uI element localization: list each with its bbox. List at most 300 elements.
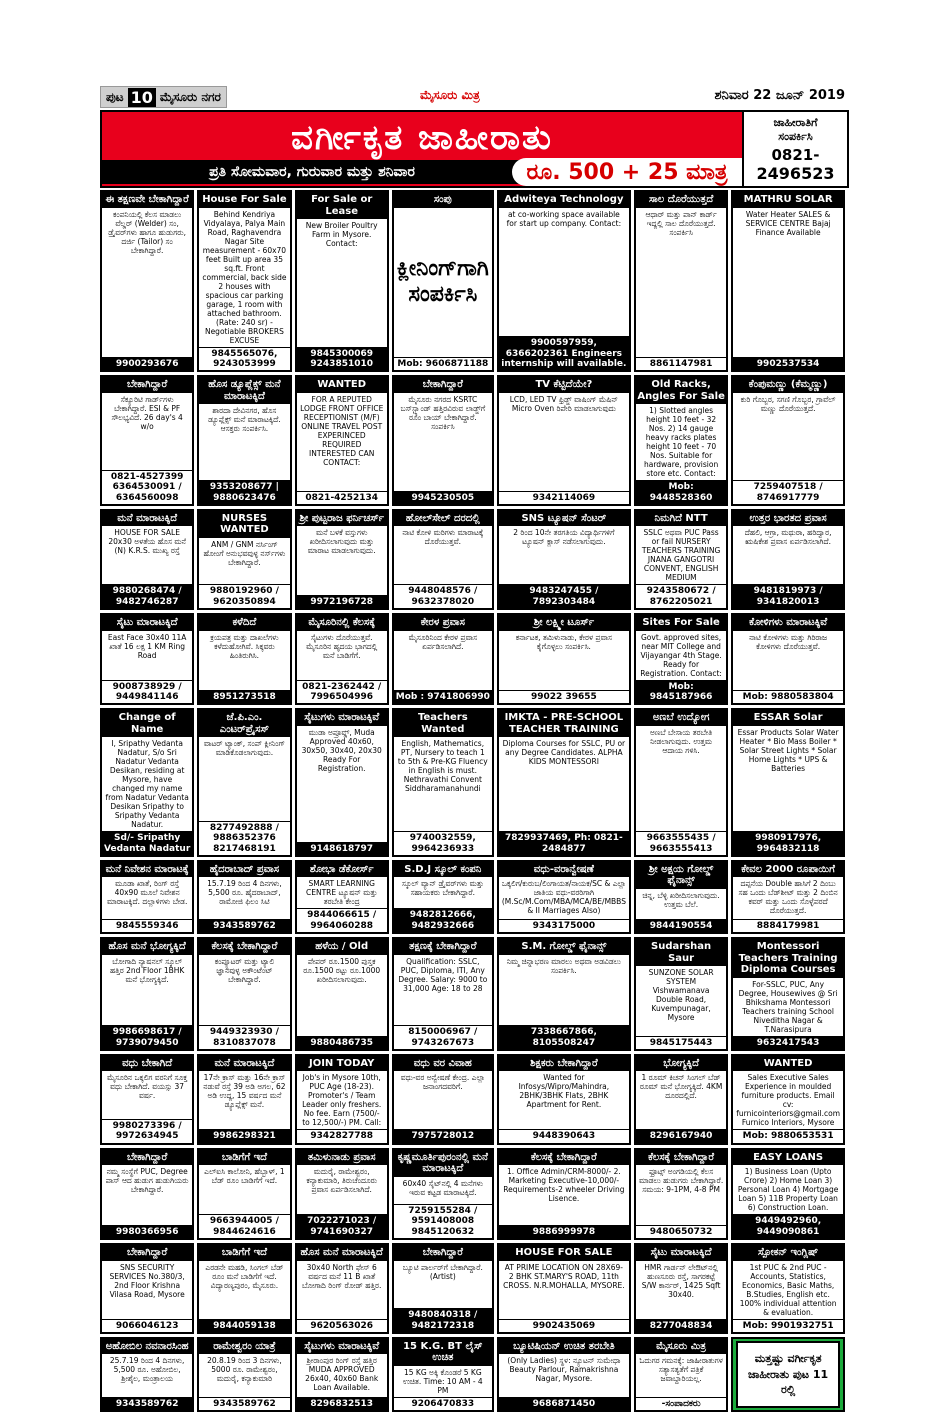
ad-body: 17ನೇ ಕ್ರಾಸ್ ಮತ್ತು 16ನೇ ಕ್ರಾಸ್ ನಡುವೆ ರಸ್ತೆ 39 ಅಡಿ ಅಗಲ, 62 ಅಡಿ ಉದ್ದ, 15 ವರ್ಷದ ಮನೆ ಡ್ಯೂಪ್ಲೆಕ್ಸ್ ಮನೆ. bbox=[203, 1073, 286, 1110]
contact-phone: 2496523 bbox=[756, 164, 835, 183]
ad-phone: 7338667866, 8105508247 bbox=[499, 1025, 629, 1049]
ad-heading: ಶ್ರೀ ಅಕ್ಷಯ ಗೋಲ್ಡ್ ಫೈನಾನ್ಸ್ bbox=[636, 862, 726, 889]
ad-phone: Mob: 9880583804 bbox=[733, 690, 843, 703]
classified-ad bbox=[100, 1243, 194, 1334]
ad-heading: ವಧು ವರ ವಿವಾಹ bbox=[394, 1056, 492, 1072]
ad-heading: ಉತ್ತರ ಭಾರತದ ಪ್ರವಾಸ bbox=[733, 511, 843, 527]
classified-ad bbox=[295, 613, 389, 705]
classified-ad bbox=[634, 375, 728, 506]
ad-heading: ಕಳೆದಿದೆ bbox=[199, 615, 289, 631]
classified-ad bbox=[634, 613, 728, 705]
ad-phone: 8296832513 bbox=[297, 1397, 387, 1410]
ad-phone: 9066046123 bbox=[102, 1319, 192, 1332]
ad-heading: ಮನೆ ನಿವೇಶನ ಮಾರಾಟಕ್ಕೆ bbox=[102, 862, 192, 878]
ad-phone: 9972196728 bbox=[297, 595, 387, 608]
ad-heading: ಕೃಷ್ಣಮೂರ್ತಿಪುರಂನಲ್ಲಿ ಮನೆ ಮಾರಾಟಕ್ಕಿದೆ bbox=[394, 1150, 492, 1177]
ad-heading: Sites For Sale bbox=[636, 615, 726, 631]
contact-line-1: ಜಾಹೀರಾತಿಗೆ bbox=[773, 116, 818, 129]
classified-ad bbox=[634, 1243, 728, 1334]
contact-line-3: 0821- bbox=[771, 146, 820, 164]
ad-phone: 9845565076, 9243053999 bbox=[199, 347, 289, 371]
ad-body: 1. Office Admin/CRM-8000/- 2. Marketing Executive-10,000/- Requirements-2 wheeler Driving Lisence. bbox=[503, 1167, 625, 1204]
classified-ad bbox=[100, 860, 194, 934]
ad-heading: ಬೇಕಾಗಿದ್ದಾರೆ bbox=[394, 1245, 492, 1261]
ad-phone: 9663555435 / 9663555413 bbox=[636, 831, 726, 855]
ad-heading: ಬೇಕಾಗಿದ್ದಾರೆ bbox=[394, 377, 492, 393]
ad-phone: 7829937469, Ph: 0821-2484877 bbox=[499, 831, 629, 855]
ad-heading: SNS ಟ್ಯೂಷನ್ ಸೆಂಟರ್ bbox=[499, 511, 629, 527]
ad-phone: Mob: 9448528360 bbox=[636, 480, 726, 504]
ad-phone: 7022271023 / 9741690327 bbox=[297, 1214, 387, 1238]
ad-body: FOR A REPUTED LODGE FRONT OFFICE RECEPTIONIST (M/F) ONLINE TRAVEL POST EXPERINCED REQUIRED INTERESTED CAN CONTACT: bbox=[300, 394, 384, 467]
ad-phone: 99022 39655 bbox=[499, 690, 629, 703]
classified-ad bbox=[497, 1337, 631, 1412]
classified-ad bbox=[392, 375, 494, 506]
classified-ad bbox=[497, 190, 631, 372]
ad-phone: 9880268474 / 9482746287 bbox=[102, 584, 192, 608]
ad-phone: 8296167940 bbox=[636, 1129, 726, 1142]
ad-heading: ಸಂಪು bbox=[394, 192, 492, 208]
classified-ad bbox=[731, 708, 845, 857]
ad-heading: ಹೊಸ ಡ್ಯೂಪ್ಲೆಕ್ಸ್ ಮನೆ ಮಾರಾಟಕ್ಕಿದೆ bbox=[199, 377, 289, 404]
ad-body: ಮೈಸೂರು ನಗರದ KSRTC ಬಸ್‌ಸ್ಟ್ಯಾಂಡ್ ಹತ್ತಿರವಿರುವ ಲಾಡ್ಜ್‌ಗೆ ರೂಂ ಬಾಯ್ ಬೇಕಾಗಿದ್ದಾರೆ. ಸಂಪರ್ಕಿಸಿ bbox=[400, 394, 486, 431]
ad-phone: 9945230505 bbox=[394, 491, 492, 504]
classified-ad bbox=[731, 375, 845, 506]
ad-phone: 9448390643 bbox=[499, 1129, 629, 1142]
ad-heading: NURSES WANTED bbox=[199, 511, 289, 538]
ad-heading: ಶ್ರೀ ಪುಟ್ಟರಾಜ ಫರ್ನಿಚರ್ಸ್ bbox=[297, 511, 387, 527]
ad-body: 20.8.19 ರಿಂದ 3 ದಿನಗಳು, 5000 ರೂ. ರಾಮೇಶ್ವರಂ, ಮದುರೈ, ಕನ್ಯಾಕುಮಾರಿ bbox=[207, 1356, 282, 1384]
ad-body: ಚಿನ್ನ, ಬೆಳ್ಳಿ ಖರೀದಿಸಲಾಗುವುದು. ಉತ್ತಮ ಬೆಲೆ. bbox=[642, 890, 720, 909]
ad-heading: ಮೈಸೂರಿನಲ್ಲಿ ಕೆಲಸಕ್ಕೆ bbox=[297, 615, 387, 631]
ad-body bbox=[733, 1339, 843, 1410]
classified-ad bbox=[197, 937, 291, 1051]
ad-heading: EASY LOANS bbox=[733, 1150, 843, 1166]
ad-heading: ವಧು ಬೇಕಾಗಿದೆ bbox=[102, 1056, 192, 1072]
banner-price: ರೂ. 500 + 25 ಮಾತ್ರ bbox=[512, 158, 742, 186]
ad-body: ANM / GNM ನರ್ಸಿಂಗ್ ಹೋಂಗೆ ಅನುಭವವುಳ್ಳ ನರ್ಸ್‌ಗಳು ಬೇಕಾಗಿದ್ದಾರೆ. bbox=[203, 539, 286, 567]
ad-body: ಮೈಸೂರಿನ ಒಕ್ಕಲಿಗ ವರನಿಗೆ ಸೂಕ್ತ ವಧು ಬೇಕಾಗಿದೆ. ವಯಸ್ಸು 37 ವರ್ಷ. bbox=[106, 1073, 188, 1101]
ad-body: 1) Business Loan (Upto Crore) 2) Home Loan 3) Personal Loan 4) Mortgage Loan 5) 11B Property Loan 6) Construction Loan. bbox=[737, 1167, 839, 1213]
ad-body: Wanted for Infosys/Wipro/Mahindra, 2BHK/3BHK Flats, 2BHK Apartment for Rent. bbox=[518, 1073, 610, 1110]
ad-body: I, Sripathy Vedanta Nadatur, S/o Sri Nadatur Vedanta Desikan, residing at Mysore, have changed my name from Nadatur Vedanta Desikan Sripathy to Sripathy Vedanta Nadatur. bbox=[105, 739, 189, 830]
ad-body: ಶಾರದಾ ದೇವಿನಗರ, ಹೊಸ ಡ್ಯೂಪ್ಲೆಕ್ಸ್ ಮನೆ ಮಾರಾಟಕ್ಕಿದೆ. ಆಸಕ್ತರು ಸಂಪರ್ಕಿಸಿ. bbox=[208, 406, 281, 434]
ad-phone: 9206470833 bbox=[394, 1397, 492, 1410]
ad-body: ಬ್ಯೂಟಿ ಪಾರ್ಲರ್‌ಗೆ ಬೇಕಾಗಿದ್ದಾರೆ. (Artist) bbox=[402, 1262, 483, 1281]
classified-ad bbox=[392, 509, 494, 610]
classified-ad bbox=[197, 1337, 291, 1412]
classified-ad bbox=[731, 190, 845, 372]
ad-body: ಸ್ಕೂಲ್ ವ್ಯಾನ್ ಡ್ರೈವರ್‌ಗಳು ಮತ್ತು ಸಹಾಯಕರು ಬೇಕಾಗಿದ್ದಾರೆ. bbox=[401, 879, 484, 898]
ad-heading: TV ಕೆಟ್ಟಿದೆಯೇ? bbox=[499, 377, 629, 393]
classified-ad bbox=[197, 190, 291, 372]
classified-ad bbox=[497, 937, 631, 1051]
ad-phone: 8150006967 / 9743267673 bbox=[394, 1025, 492, 1049]
ad-heading: ಭೋಗ್ಯಕ್ಕಿದೆ bbox=[636, 1056, 726, 1072]
ad-phone: 9845175443 bbox=[636, 1036, 726, 1049]
ad-body: ಒಕ್ಕಲಿಗ/ಕುರುಬ/ಲಿಂಗಾಯತ/ನಾಯಕ/SC & ಎಲ್ಲಾ ಜಾತಿಯ ವಧು-ವರರಿಗಾಗಿ (M.Sc/M.Com/MBA/MCA/BE/MBBS & II Marriages Also) bbox=[501, 879, 626, 916]
ad-phone: 9844066615 / 9964060288 bbox=[297, 908, 387, 932]
classified-ad bbox=[100, 190, 194, 372]
classified-ad bbox=[634, 1337, 728, 1412]
ad-heading: MATHRU SOLAR bbox=[733, 192, 843, 208]
classified-ad bbox=[100, 937, 194, 1051]
ad-body: ಮದುರೈ, ರಾಮೇಶ್ವರಂ, ಕನ್ಯಾಕುಮಾರಿ, ತಿರುಚೆಂದೂರು ಪ್ರವಾಸ ಏರ್ಪಡಿಸಲಾಗಿದೆ. bbox=[306, 1167, 377, 1195]
ad-heading: ಹೊಸ ಮನೆ ಭೋಗ್ಯಕ್ಕಿದೆ bbox=[102, 939, 192, 955]
classified-ad bbox=[295, 190, 389, 372]
ad-heading: ಈ ತಕ್ಷಣವೇ ಬೇಕಾಗಿದ್ದಾರೆ bbox=[102, 192, 192, 208]
ad-phone: Mob : 9741806990 bbox=[395, 691, 490, 702]
page-header bbox=[100, 86, 845, 108]
ad-body: Diploma Courses for SSLC, PU or any Degree Candidates. ALPHA KIDS MONTESSORI bbox=[502, 739, 626, 767]
ad-body: Qualification: SSLC, PUC, Diploma, ITI, Any Degree. Salary: 9000 to 31,000 Age: 18 to 28 bbox=[398, 956, 488, 993]
ad-heading: ಸೈಟು ಮಾರಾಟಕ್ಕಿದೆ bbox=[636, 1245, 726, 1261]
ad-phone: 9900293676 bbox=[102, 357, 192, 370]
ad-phone: 9343175000 bbox=[499, 919, 629, 932]
classified-ad bbox=[731, 1337, 845, 1412]
classified-ad bbox=[295, 708, 389, 857]
ad-heading: ವಧು-ವರಾನ್ವೇಷಣೆ bbox=[499, 862, 629, 878]
ad-phone: 9483247455 / 7892303484 bbox=[499, 584, 629, 608]
ad-body: For-SSLC, PUC, Any Degree, Housewives @ Sri Bhikshama Montessori Teachers training School Niveditha Nagar & T.Narasipura bbox=[738, 979, 838, 1034]
classified-ad bbox=[100, 1148, 194, 1240]
ad-body: ಅಣಬೆ ಬೇಸಾಯ ತರಬೇತಿ ನೀಡಲಾಗುವುದು. ಉತ್ತಮ ಆದಾಯ ಗಳಿಸಿ. bbox=[649, 727, 713, 755]
ad-phone: 0821-4252134 bbox=[297, 491, 387, 504]
classified-ad bbox=[295, 1148, 389, 1240]
ad-body: ಕಂಪ್ಯೂಟರ್ ಮತ್ತು ಟ್ಯಾಲಿ ಜ್ಞಾನವುಳ್ಳ ಅಕೌಂಟೆಂಟ್ ಬೇಕಾಗಿದ್ದಾರೆ. bbox=[214, 956, 275, 984]
ad-heading: WANTED bbox=[297, 377, 387, 393]
classified-ad bbox=[295, 1243, 389, 1334]
ad-phone: 9900597959, 6366202361 Engineers internship will available. bbox=[499, 336, 629, 370]
ad-heading: Montessori Teachers Training Diploma Courses bbox=[733, 939, 843, 978]
ad-heading: HOUSE FOR SALE bbox=[499, 1245, 629, 1261]
ad-body: (Only Ladies) ಸ್ಥಳ: ನ್ಯೂಟನ್ ಸುಮೇಧಾ Beauty Parlour, Ramakrishna Nagar, Mysore. bbox=[507, 1356, 621, 1384]
ad-phone: 9343589762 bbox=[199, 919, 289, 932]
ad-heading: For Sale or Lease bbox=[297, 192, 387, 219]
ad-body: 1 ರೂಮ್ ಕಿಚನ್ ಸಿಂಗಲ್ ಬೆಡ್ ರೂಮ್ ಮನೆ ಭೋಗ್ಯಕ್ಕಿದೆ. 4KM ದೂರದಲ್ಲಿದೆ. bbox=[639, 1073, 723, 1101]
ad-heading: ಸಾಲ ದೊರೆಯುತ್ತದೆ bbox=[636, 192, 726, 208]
ad-heading: ಅಹೋಬಿಲ ನವನಾರಸಿಂಹ bbox=[102, 1339, 192, 1355]
ad-phone: 9980917976, 9964832118 bbox=[733, 831, 843, 855]
ad-body: ನಾಟಿ ಕೋಳಿ ಮರಿಗಳು ಮಾರಾಟಕ್ಕೆ ದೊರೆಯುತ್ತವೆ. bbox=[402, 528, 484, 547]
newspaper-brand: ಮೈಸೂರು ಮಿತ್ರ bbox=[420, 88, 480, 102]
classified-ad bbox=[634, 937, 728, 1051]
classified-ad bbox=[295, 860, 389, 934]
ad-phone: 9480840318 / 9482172318 bbox=[394, 1308, 492, 1332]
banner-title: ವರ್ಗೀಕೃತ ಜಾಹೀರಾತು bbox=[291, 118, 553, 158]
ad-phone: Sd/- Sripathy Vedanta Nadatur bbox=[104, 833, 191, 854]
classified-ad bbox=[731, 1148, 845, 1240]
issue-date: ಶನಿವಾರ 22 ಜೂನ್ 2019 bbox=[714, 88, 845, 103]
ad-phone: 9632417543 bbox=[733, 1036, 843, 1049]
ad-phone: 9686871450 bbox=[499, 1397, 629, 1410]
ad-phone: Mob: 9845187966 bbox=[636, 680, 726, 704]
ad-phone: 9448048576 / 9632378020 bbox=[394, 584, 492, 608]
ad-phone: 9980273396 / 9972634945 bbox=[102, 1119, 192, 1143]
ad-phone: 9482812666, 9482932666 bbox=[394, 908, 492, 932]
classified-ad bbox=[731, 613, 845, 705]
ad-body: ಸೈಟುಗಳು ದೊರೆಯುತ್ತವೆ. ಮೈಸೂರಿನ ಹೃದಯ ಭಾಗದಲ್ಲಿ ಮನೆ ಬಾಡಿಗೆಗೆ. bbox=[306, 632, 378, 660]
classified-ad bbox=[731, 509, 845, 610]
classified-ad bbox=[295, 937, 389, 1051]
page-label: ಪುಟ bbox=[106, 89, 124, 104]
ad-body: SSLC ಅಥವಾ PUC Pass or fail NURSERY TEACHERS TRAINING JNANA GANGOTRI CONVENT, ENGLISH MEDIUM bbox=[641, 528, 721, 583]
classified-ad bbox=[392, 1148, 494, 1240]
ad-body: ನಿಮ್ಮ ಚಿನ್ನಾಭರಣ ಮಾರಲು ಅಥವಾ ಅಡವಿಡಲು ಸಂಪರ್ಕಿಸಿ. bbox=[506, 956, 621, 975]
ad-body: East Face 30x40 11A ಖಾತೆ 16 ಲಕ್ಷ 1 KM Ring Road bbox=[107, 632, 187, 660]
ad-phone: 8277048834 bbox=[636, 1319, 726, 1332]
ad-body: ನಮ್ಮ ಸಂಸ್ಥೆಗೆ PUC, Degree ಪಾಸ್ ಆದ ಹುಡುಗ ಹುಡುಗಿಯರು ಬೇಕಾಗಿದ್ದಾರೆ. bbox=[105, 1167, 189, 1195]
ad-heading: ಸೈಟುಗಳು ಮಾರಾಟಕ್ಕಿವೆ bbox=[297, 710, 387, 726]
ad-heading: ತಕ್ಷಣಕ್ಕೆ ಬೇಕಾಗಿದ್ದಾರೆ bbox=[394, 939, 492, 955]
ad-body: ಕ್ರಯಪತ್ರ ಮತ್ತು ದಾಖಲೆಗಳು ಕಳೆದುಹೋಗಿವೆ. ಸಿಕ್ಕವರು ಹಿಂತಿರುಗಿಸಿ. bbox=[210, 632, 279, 660]
ad-phone: 9343589762 bbox=[199, 1397, 289, 1410]
classified-ad bbox=[392, 1243, 494, 1334]
ad-phone: 9353208677 | 9880623476 bbox=[199, 480, 289, 504]
ad-heading: ಸೈಟುಗಳು ಮಾರಾಟಕ್ಕಿವೆ bbox=[297, 1339, 387, 1355]
classified-ad bbox=[392, 190, 494, 372]
classified-ad bbox=[197, 1054, 291, 1145]
ad-body: 2 ರಿಂದ 10ನೇ ತರಗತಿಯ ವಿದ್ಯಾರ್ಥಿಗಳಿಗೆ ಟ್ಯೂಷನ್ ಕ್ಲಾಸ್ ನಡೆಸಲಾಗುವುದು. bbox=[513, 528, 615, 547]
ad-phone: Mob: 9880653531 bbox=[733, 1129, 843, 1142]
ad-body: AT PRIME LOCATION ON 28X69- 2 BHK ST.MARY'S ROAD, 11th CROSS. N.R.MOHALLA, MYSORE. bbox=[503, 1262, 625, 1290]
ad-body: Job's in Mysore 10th, PUC Age (18-23). Promoter's / Team Leader only freshers. No fee. Earn (7500/- to 12,500/-) PM. Call: bbox=[302, 1073, 382, 1128]
ad-body: ಮನೆ ಬಳಕೆ ವಸ್ತುಗಳು ಖರೀದಿಸಲಾಗುವುದು ಮತ್ತು ಮಾರಾಟ ಮಾಡಲಾಗುವುದು. bbox=[307, 528, 376, 556]
ad-phone: 9663944005 / 9844624616 bbox=[199, 1214, 289, 1238]
ad-phone: 9902537534 bbox=[733, 357, 843, 370]
classified-ad bbox=[197, 509, 291, 610]
ad-heading: S.D.J ಸ್ಕೂಲ್ ಕಂಪನಿ bbox=[394, 862, 492, 878]
ad-phone: 9008738929 / 9449841146 bbox=[102, 680, 192, 704]
ad-heading: ರಾಮೇಶ್ವರಂ ಯಾತ್ರೆ bbox=[199, 1339, 289, 1355]
ad-heading: ಹೊಸ ಮನೆ ಮಾರಾಟಕ್ಕಿದೆ bbox=[297, 1245, 387, 1261]
ad-heading: ಮನೆ ಮಾರಾಟಕ್ಕಿದೆ bbox=[199, 1056, 289, 1072]
ad-heading: ಕೆಲಸಕ್ಕೆ ಬೇಕಾಗಿದ್ದಾರೆ bbox=[499, 1150, 629, 1166]
ad-heading: ಮನೆ ಮಾರಾಟಕ್ಕಿದೆ bbox=[102, 511, 192, 527]
classified-ad bbox=[634, 1148, 728, 1240]
ad-body: ವಧು-ವರ ಅನ್ವೇಷಣೆ ಕೇಂದ್ರ. ಎಲ್ಲಾ ಜನಾಂಗದವರಿಗೆ. bbox=[400, 1073, 485, 1092]
ad-heading: ESSAR Solar bbox=[733, 710, 843, 726]
ad-heading: ಬೇಕಾಗಿದ್ದಾರೆ bbox=[102, 377, 192, 393]
classified-ad bbox=[197, 860, 291, 934]
classified-ad bbox=[731, 937, 845, 1051]
ad-body: SNS SECURITY SERVICES No.380/3, 2nd Floor Krishna Vilasa Road, Mysore bbox=[109, 1262, 185, 1299]
ad-heading: ಕೇರಳ ಪ್ರವಾಸ bbox=[394, 615, 492, 631]
ad-body: English, Mathematics, PT, Nursery to teach 1 to 5th & Pre-KG Fluency in English is must. Nethravathi Convent Siddharamanahundi bbox=[397, 739, 488, 794]
ad-heading: ಬೇಕಾಗಿದ್ದಾರೆ bbox=[102, 1150, 192, 1166]
ad-body: LCD, LED TV ಫ್ರಿಡ್ಜ್ ವಾಷಿಂಗ್ ಮೆಷಿನ್ Micro Oven ರಿಪೇರಿ ಮಾಡಲಾಗುವುದು bbox=[509, 394, 619, 413]
ad-heading: ಬ್ಯೂಟಿಷಿಯನ್ ಉಚಿತ ತರಬೇತಿ bbox=[499, 1339, 629, 1355]
ad-phone: 9844190554 bbox=[636, 919, 726, 932]
ad-heading: ಕೆಂಪುಮಣ್ಣು (ಕೆಮ್ಮಣ್ಣು) bbox=[733, 377, 843, 393]
ad-heading: ಹಳೆಯ / Old bbox=[297, 939, 387, 955]
ad-heading: ಸೈಟು ಮಾರಾಟಕ್ಕಿದೆ bbox=[102, 615, 192, 631]
classified-ad bbox=[634, 190, 728, 372]
ad-body: ಎರಡನೇ ಮಹಡಿ, ಸಿಂಗಲ್ ಬೆಡ್ ರೂಂ ಮನೆ ಬಾಡಿಗೆಗೆ ಇದೆ. ವಿದ್ಯಾರಣ್ಯಪುರಂ, ಮೈಸೂರು. bbox=[205, 1262, 284, 1290]
ad-heading: Sudarshan Saur bbox=[636, 939, 726, 966]
ad-heading: ಶೋಭಾ ಡೆಕೋರ್ಸ್ bbox=[297, 862, 387, 878]
classified-ad bbox=[731, 1054, 845, 1145]
ad-phone: 9343589762 bbox=[102, 1397, 192, 1410]
ad-body: ಕುರಿ ಗೊಬ್ಬರ, ಸಗಣಿ ಗೊಬ್ಬರ, ಗ್ರಾವೆಲ್ ಮಣ್ಣು ದೊರೆಯುತ್ತದೆ. bbox=[740, 394, 836, 413]
classified-ad bbox=[731, 860, 845, 934]
ad-body: 30x40 North ಫೇಸ್ 6 ವರ್ಷದ ಮನೆ 11 B ಖಾತೆ ಬೋಗಾದಿ ರಿಂಗ್ ರೋಡ್ ಹತ್ತಿರ. bbox=[301, 1262, 382, 1290]
ad-heading: ಹೈದರಾಬಾದ್ ಪ್ರವಾಸ bbox=[199, 862, 289, 878]
ad-body: ಫ್ರೂಟ್ಸ್ ಅಂಗಡಿಯಲ್ಲಿ ಕೆಲಸ ಮಾಡಲು ಹುಡುಗರು ಬೇಕಾಗಿದ್ದಾರೆ. ಸಮಯ: 9-1PM, 4-8 PM bbox=[638, 1167, 724, 1195]
classified-ad bbox=[497, 1243, 631, 1334]
ad-phone: 9620563026 bbox=[297, 1319, 387, 1332]
ad-phone: 9148618797 bbox=[297, 842, 387, 855]
classified-ad bbox=[295, 1054, 389, 1145]
ad-heading: IMKTA - PRE-SCHOOL TEACHER TRAINING bbox=[499, 710, 629, 737]
ad-phone: 9844059138 bbox=[199, 1319, 289, 1332]
ad-heading: ಹೋಲ್‌ಸೇಲ್ ದರದಲ್ಲಿ bbox=[394, 511, 492, 527]
classified-ad bbox=[497, 1148, 631, 1240]
ad-body: 25.7.19 ರಿಂದ 4 ದಿನಗಳು, 5,500 ರೂ. ಅಹೋಬಿಲ, ಶ್ರೀಶೈಲ, ಮಂತ್ರಾಲಯ bbox=[109, 1356, 185, 1384]
classified-ad bbox=[497, 613, 631, 705]
ad-body: SUNZONE SOLAR SYSTEM Vishwamanava Double Road, Kuvempunagar, Mysore bbox=[648, 968, 714, 1023]
ad-body: ಸೆಕ್ಯೂರಿಟಿ ಗಾರ್ಡ್‌ಗಳು ಬೇಕಾಗಿದ್ದಾರೆ. ESI & PF ಸೌಲಭ್ಯವಿದೆ. 26 day's 4 w/o bbox=[111, 394, 183, 431]
ad-heading: ಜೆ.ಪಿ.ಎಂ. ಎಂಟರ್‌ಪ್ರೈಸಸ್ bbox=[199, 710, 289, 737]
ad-heading: Old Racks, Angles For Sale bbox=[636, 377, 726, 404]
classified-ad bbox=[295, 1337, 389, 1412]
ad-body: ಆಧಾರ್ ಮತ್ತು ಪಾನ್ ಕಾರ್ಡ್ ಇದ್ದಲ್ಲಿ ಸಾಲ ದೊರೆಯುತ್ತದೆ. ಸಂಪರ್ಕಿಸಿ bbox=[645, 209, 717, 237]
contact-line-2: ಸಂಪರ್ಕಿಸಿ bbox=[778, 130, 813, 143]
ad-phone: 9845300069 9243851010 bbox=[297, 347, 387, 371]
ad-phone: 0821-2362442 / 7996504996 bbox=[297, 680, 387, 704]
ad-heading: ನಿಮಗಿದೆ NTT bbox=[636, 511, 726, 527]
section-name: ಮೈಸೂರು ನಗರ bbox=[159, 89, 221, 104]
ad-heading: S.M. ಗೋಲ್ಡ್ ಫೈನಾನ್ಸ್ bbox=[499, 939, 629, 955]
classified-ad bbox=[634, 509, 728, 610]
banner-days: ಪ್ರತಿ ಸೋಮವಾರ, ಗುರುವಾರ ಮತ್ತು ಶನಿವಾರ bbox=[102, 160, 522, 184]
ad-phone: 8277492888 / 9886352376 8217468191 bbox=[199, 821, 289, 855]
classified-ad bbox=[197, 375, 291, 506]
ad-heading: ಬೇಕಾಗಿದ್ದಾರೆ bbox=[102, 1245, 192, 1261]
ad-body: ಎಲ್‌ಐಸಿ ಕಾಲೋನಿ, ಹೆಬ್ಬಾಳ್, 1 ಬೆಡ್ ರೂಂ ಬಾಡಿಗೆಗೆ ಇದೆ. bbox=[204, 1167, 285, 1186]
ad-phone: 9342114069 bbox=[499, 491, 629, 504]
ad-phone: 9481819973 / 9341820013 bbox=[733, 584, 843, 608]
ad-heading: Teachers Wanted bbox=[394, 710, 492, 737]
ad-body: Sales Executive Sales Experience in moulded furniture products. Email cv: furnicointeriors@gmail.com Furnico Interiors, Mysore bbox=[736, 1073, 841, 1128]
ad-phone: 9449323930 / 8310837078 bbox=[199, 1025, 289, 1049]
classified-ad bbox=[497, 375, 631, 506]
ad-phone: Mob: 9606871188 bbox=[394, 357, 492, 370]
ad-body: ಕಂಪನಿಯಲ್ಲಿ ಕೆಲಸ ಮಾಡಲು ವೆಲ್ಡರ್ (Welder) ಸಂ, ಡ್ರೈವರ್‌ಗಳು ಹಾಗೂ ಹುಡುಗರು, ದರ್ಜಿ (Tailor) ಸಂ ಬೇಕಾಗಿದ್ದಾರೆ. bbox=[108, 209, 187, 255]
ad-heading: Change of Name bbox=[102, 710, 192, 737]
ad-heading: ಕೇವಲ 2000 ರೂಪಾಯಿಗೆ bbox=[733, 862, 843, 878]
classified-ad bbox=[731, 1243, 845, 1334]
classified-ad bbox=[634, 708, 728, 857]
ad-heading: ಅಣಬೆ ಉದ್ಯೋಗ bbox=[636, 710, 726, 726]
ad-body: 15 KG ಅಕ್ಕಿ ಕೊಂಡರೆ 5 KG ಉಚಿತ. Time: 10 AM - 4 PM bbox=[402, 1367, 483, 1395]
ad-heading: ಕೆಲಸಕ್ಕೆ ಬೇಕಾಗಿದ್ದಾರೆ bbox=[199, 939, 289, 955]
ad-phone: 7975728012 bbox=[394, 1129, 492, 1142]
ad-body: ಕ್ಲೀನಿಂಗ್‌ಗಾಗಿ ಸಂಪರ್ಕಿಸಿ bbox=[396, 255, 489, 308]
classified-ad bbox=[197, 1243, 291, 1334]
ad-body: at co-working space available for start up company. Contact: bbox=[506, 209, 622, 228]
ad-phone: 7259407518 / 8746917779 bbox=[733, 480, 843, 504]
ad-heading: ತಮಿಳುನಾಡು ಪ್ರವಾಸ bbox=[297, 1150, 387, 1166]
ad-body: ವಾಟರ್ ಟ್ಯಾಂಕ್, ಸಂಪ್ ಕ್ಲೀನಿಂಗ್ ಮಾಡಿಕೊಡಲಾಗುವುದು. bbox=[203, 739, 285, 758]
ad-heading: ಕೋಳಿಗಳು ಮಾರಾಟಕ್ಕಿವೆ bbox=[733, 615, 843, 631]
ad-body: 15.7.19 ರಿಂದ 4 ದಿನಗಳು, 5,500 ರೂ. ಹೈದರಾಬಾದ್, ರಾಮೋಜಿ ಫಿಲಂ ಸಿಟಿ bbox=[207, 879, 282, 907]
classified-ad bbox=[497, 509, 631, 610]
ad-body: ದಪ್ಪನೆಯ Double ಹಾಸಿಗೆ 2 ದಿಂಬು ಸಹ ಒಂದು ಬೆಡ್‌ಶೀಟ್ ಮತ್ತು 2 ದಿಂಬಿನ ಕವರ್ ಮತ್ತು ಒಂದು ಸೊಳ್ಳೆಪರದೆ ದೊರೆಯುತ್ತದೆ. bbox=[738, 879, 838, 916]
classified-ad bbox=[392, 1337, 494, 1412]
ad-phone: 8951273518 bbox=[199, 690, 289, 703]
ad-body: 1st PUC & 2nd PUC - Accounts, Statistics, Economics, Basic Maths, B.Studies, English etc. 100% individual attention & evaluation. bbox=[739, 1262, 837, 1317]
ad-phone: 0821-4527399 6364530091 / 6364560098 bbox=[102, 470, 192, 504]
ad-heading: ಶಿಕ್ಷಕರು ಬೇಕಾಗಿದ್ದಾರೆ bbox=[499, 1056, 629, 1072]
classified-ad bbox=[100, 613, 194, 705]
ad-body: SMART LEARNING CENTRE ಟ್ಯೂಷನ್ ಮತ್ತು ತರಬೇತಿ ಕೇಂದ್ರ bbox=[305, 879, 378, 907]
classified-ad bbox=[634, 860, 728, 934]
ad-heading: ಕೆಲಸಕ್ಕೆ ಬೇಕಾಗಿದ್ದಾರೆ bbox=[636, 1150, 726, 1166]
classified-ad bbox=[100, 1054, 194, 1145]
ad-heading: ಶ್ರೀ ಲಕ್ಷ್ಮೀ ಟೂರ್ಸ್ bbox=[499, 615, 629, 631]
ad-phone: 7259155284 / 9591408008 9845120632 bbox=[394, 1204, 492, 1238]
ad-heading: ಬಾಡಿಗೆಗೆ ಇದೆ bbox=[199, 1150, 289, 1166]
classified-ad bbox=[497, 860, 631, 934]
ad-body: Essar Products Solar Water Heater * Bio Mass Boiler * Solar Street Lights * Solar Home Lights * UPS & Batteries bbox=[737, 727, 839, 773]
classified-ad bbox=[497, 1054, 631, 1145]
classified-ad bbox=[392, 708, 494, 857]
ad-phone: 9243580672 / 8762205021 bbox=[636, 584, 726, 608]
ad-body: ಮೈಸೂರಿನಿಂದ ಕೇರಳ ಪ್ರವಾಸ ಏರ್ಪಡಿಸಲಾಗಿದೆ. bbox=[408, 632, 478, 651]
page-number: 10 bbox=[128, 88, 156, 107]
ad-phone: 9449492960, 9449090861 bbox=[733, 1214, 843, 1238]
classified-ad bbox=[197, 613, 291, 705]
ad-body: ಕರ್ನಾಟಕ, ತಮಿಳುನಾಡು, ಕೇರಳ ಪ್ರವಾಸ ಕೈಗೊಳ್ಳಲು ಸಂಪರ್ಕಿಸಿ. bbox=[515, 632, 613, 651]
classified-ad bbox=[295, 375, 389, 506]
ad-heading: WANTED bbox=[733, 1056, 843, 1072]
ad-body: HMR ಗಾರ್ಡನ್ ಲೇಔಟ್‌ನಲ್ಲಿ ಹುಣಸೂರು ರಸ್ತೆ, ಸಾಗರಕಟ್ಟೆ S/W ಕಾರ್ನರ್, 1425 Sqft 30x40. bbox=[641, 1262, 721, 1299]
classified-ad bbox=[497, 708, 631, 857]
classified-ad bbox=[100, 1337, 194, 1412]
ad-phone: 9880192960 / 9620350894 bbox=[199, 584, 289, 608]
page-number-box bbox=[100, 86, 227, 108]
contact-box bbox=[742, 110, 849, 188]
ad-phone: Mob: 9901932751 bbox=[733, 1319, 843, 1332]
ad-body: ನಾಟಿ ಕೋಳಿಗಳು ಮತ್ತು ಗಿರಿರಾಜ ಕೋಳಿಗಳು ದೊರೆಯುತ್ತವೆ. bbox=[749, 632, 828, 651]
ad-body: Behind Kendriya Vidyalaya, Palya Main Road, Raghavendra Nagar Site measurement - 60x70 feet Built up area 35 sq.ft. Front commercial, back side 2 houses with spacious car parking garage, 1 room with attached bathroom. (Rate: 240 sr) - Negotiable BROKERS EXCUSE bbox=[202, 209, 287, 345]
ad-body: HOUSE FOR SALE 20x30 ಅಳತೆಯ ಹೊಸ ಮನೆ (N) K.R.S. ಮುಖ್ಯ ರಸ್ತೆ bbox=[108, 528, 186, 556]
ad-heading: ಬಾಡಿಗೆಗೆ ಇದೆ bbox=[199, 1245, 289, 1261]
ad-body: 1) Slotted angles height 10 feet - 32 Nos. 2) 14 gauge heavy racks plates height 10 feet - 70 Nos. Suitable for hardware, provision store etc. Contact: bbox=[643, 406, 719, 479]
ad-body: ಪೇಪರ್ ರೂ.1500 ಪುಸ್ತಕ ರೂ.1500 ರಟ್ಟು ರೂ.1000 ಖರೀದಿಸಲಾಗುವುದು. bbox=[303, 956, 381, 984]
ad-phone: 9986698617 / 9739079450 bbox=[102, 1025, 192, 1049]
ad-heading: House For Sale bbox=[199, 192, 289, 208]
ad-phone: 9902435069 bbox=[499, 1319, 629, 1332]
ad-body: ಬೋಗಾದಿ ನ್ಯಾಷನಲ್ ಸ್ಕೂಲ್ ಹತ್ತಿರ 2nd Floor 1BHK ಮನೆ ಭೋಗ್ಯಕ್ಕಿದೆ. bbox=[109, 956, 185, 984]
classified-ad bbox=[197, 708, 291, 857]
ad-phone: 9986298321 bbox=[199, 1129, 289, 1142]
ad-body: New Broiler Poultry Farm in Mysore. Contact: bbox=[305, 221, 378, 248]
classified-ad bbox=[634, 1054, 728, 1145]
ad-phone: 9886999978 bbox=[499, 1225, 629, 1238]
ad-phone: 9480650732 bbox=[636, 1225, 726, 1238]
ad-phone: 9845559346 bbox=[102, 919, 192, 932]
ad-phone: 9740032559, 9964236933 bbox=[394, 831, 492, 855]
classified-ad bbox=[100, 509, 194, 610]
ad-heading: Adwiteya Technology bbox=[499, 192, 629, 208]
ad-phone: -ಸಂಪಾದಕರು bbox=[636, 1397, 726, 1410]
ad-body: ಶ್ರೀರಾಂಪುರ ರಿಂಗ್ ರಸ್ತೆ ಹತ್ತಿರ MUDA APPROVED 26x40, 40x60 Bank Loan Available. bbox=[305, 1356, 379, 1393]
ad-body: Govt. approved sites, near MIT College and Vijayangar 4th Stage. Ready for Registration. Contact: bbox=[640, 632, 722, 678]
ad-phone: 9342827788 bbox=[297, 1129, 387, 1142]
classified-ad bbox=[392, 937, 494, 1051]
